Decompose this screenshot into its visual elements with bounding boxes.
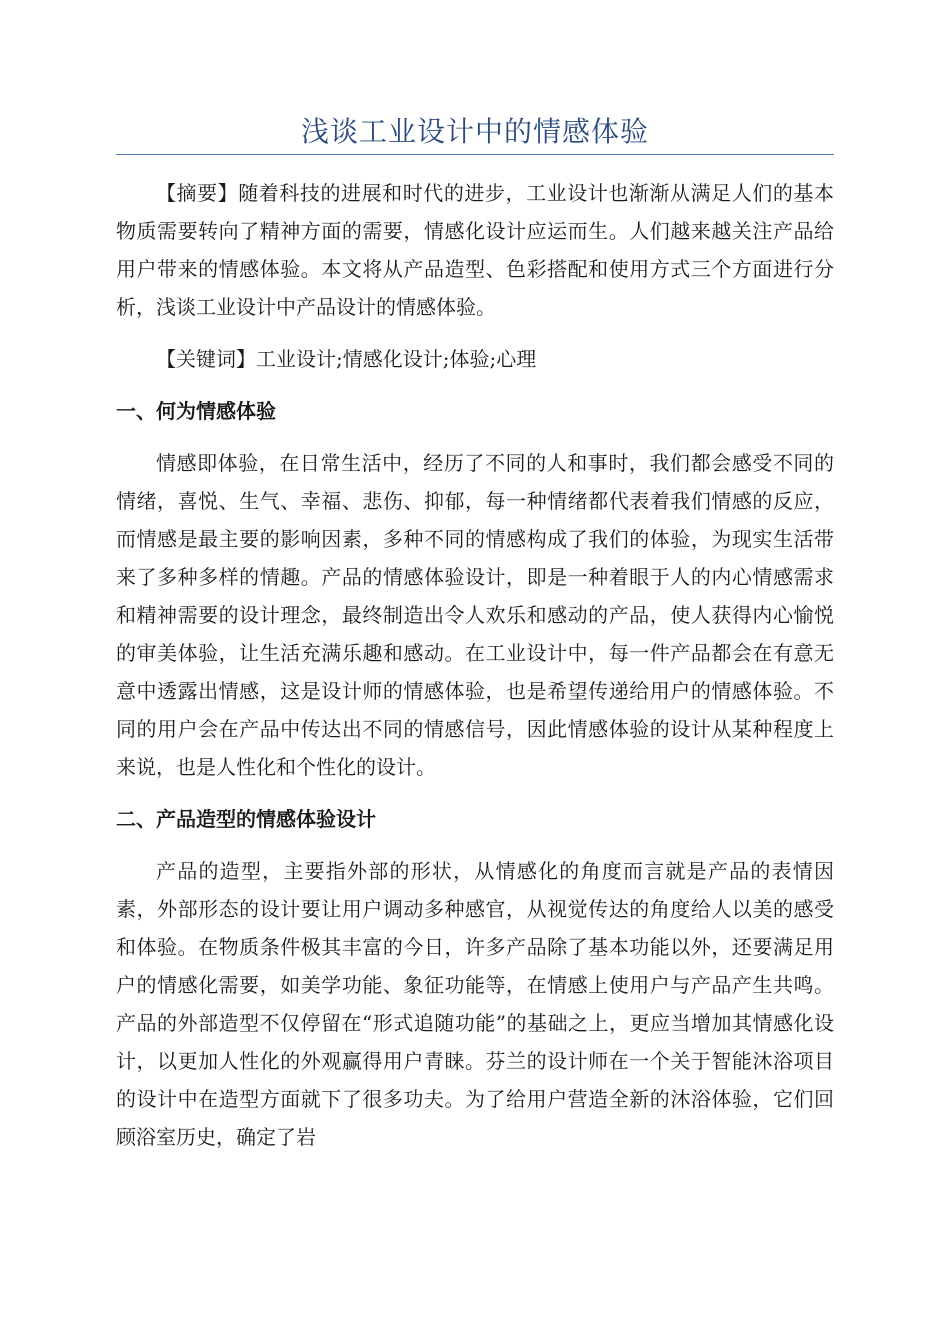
document-body xyxy=(116,174,834,1156)
title-underline xyxy=(116,154,834,155)
abstract-paragraph: 【摘要】随着科技的进展和时代的进步，工业设计也渐渐从满足人们的基本物质需要转向了精神方面的需要，情感化设计应运而生。人们越来越关注产品给用户带来的情感体验。本文将从产品造型、色彩搭配和使用方式三个方面进行分析，浅谈工业设计中产品设计的情感体验。 xyxy=(116,181,834,319)
keywords-paragraph: 【关键词】工业设计;情感化设计;体验;心理 xyxy=(156,347,537,371)
section-heading-1: 一、何为情感体验 xyxy=(116,399,276,423)
section-body-1: 情感即体验，在日常生活中，经历了不同的人和事时，我们都会感受不同的情绪，喜悦、生气、幸福、悲伤、抑郁，每一种情绪都代表着我们情感的反应，而情感是最主要的影响因素，多种不同的情感构成了我们的体验，为现实生活带来了多种多样的情趣。产品的情感体验设计，即是一种着眼于人的内心情感需求和精神需要的设计理念，最终制造出令人欢乐和感动的产品，使人获得内心愉悦的审美体验，让生活充满乐趣和感动。在工业设计中，每一件产品都会在有意无意中透露出情感，这是设计师的情感体验，也是希望传递给用户的情感体验。不同的用户会在产品中传达出不同的情感信号，因此情感体验的设计从某种程度上来说，也是人性化和个性化的设计。 xyxy=(116,451,834,779)
section-body-2: 产品的造型，主要指外部的形状，从情感化的角度而言就是产品的表情因素，外部形态的设计要让用户调动多种感官，从视觉传达的角度给人以美的感受和体验。在物质条件极其丰富的今日，许多产品除了基本功能以外，还要满足用户的情感化需要，如美学功能、象征功能等，在情感上使用户与产品产生共鸣。产品的外部造型不仅停留在“形式追随功能”的基础之上，更应当增加其情感化设计，以更加人性化的外观赢得用户青睐。芬兰的设计师在一个关于智能沐浴项目的设计中在造型方面就下了很多功夫。为了给用户营造全新的沐浴体验，它们回顾浴室历史，确定了岩 xyxy=(116,859,834,1149)
section-heading-2: 二、产品造型的情感体验设计 xyxy=(116,807,376,831)
document-title: 浅谈工业设计中的情感体验 xyxy=(300,115,649,148)
